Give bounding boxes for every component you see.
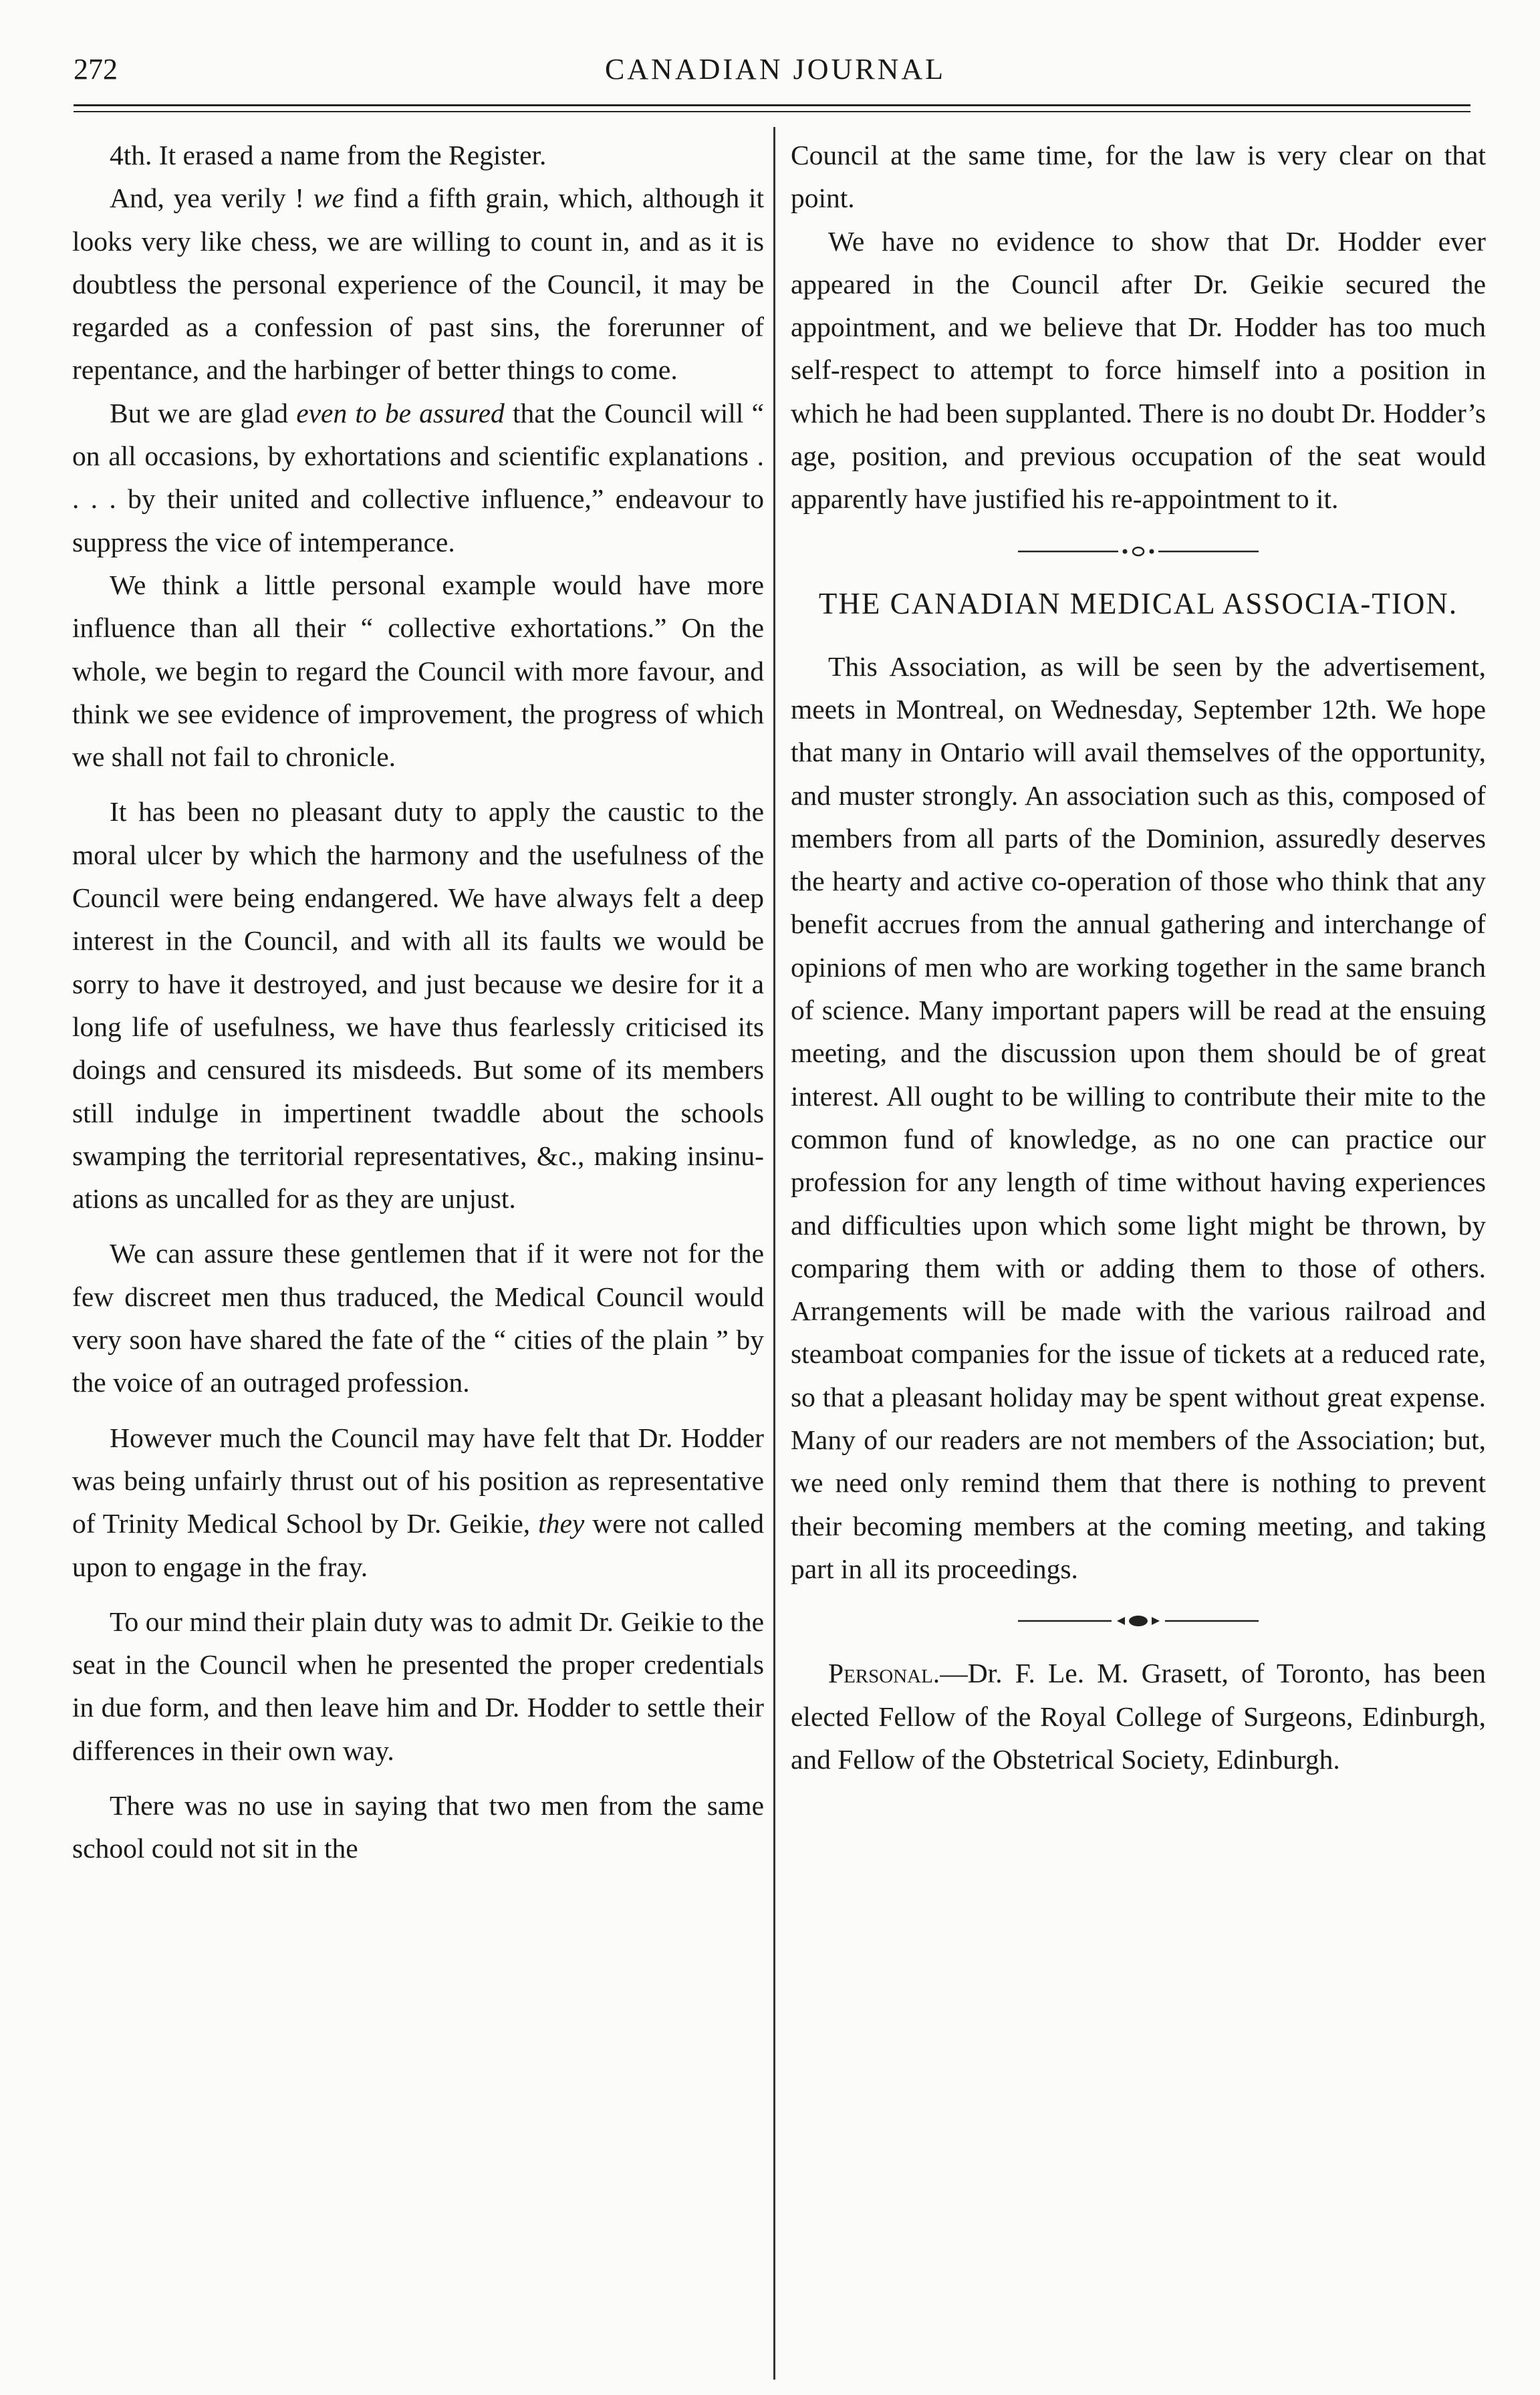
- personal-text: —Dr. F. Le. M. Grasett, of Toronto, has been elected Fellow of the Royal College of Surgeons, Edinburgh, and Fellow of the Obstetrical Society, Edinburgh.: [791, 1658, 1486, 1775]
- paragraph: This Association, as will be seen by the advertisement, meets in Montreal, on Wednesday, September 12th. We hope that many in Ontario will avail themselves of the opportunity, and muster strongly. An association such as this, composed of members from all parts of the Dominion, assuredly deserves the hearty and active co-operation of those who think that any benefit accrues from the annual gathering and interchange of opinions of men who are working together in the same branch of science. Many important papers will be read at the ensuing meeting, and the discussion upon them should be of great interest. All ought to be willing to contribute their mite to the common fund of knowledge, as no one can practice our profession for any length of time without having experiences and difficulties upon which some light might be thrown, by comparing them with or adding them to those of others. Arrangements will be made with the various railroad and steamboat companies for the issue of tickets at a reduced rate, so that a pleasant holiday may be spent without great expense. Many of our readers are not members of the Association; but, we need only remind them that there is nothing to prevent their becoming members at the coming meeting, and taking part in all its proceedings.: [791, 650, 1486, 1584]
- paragraph-text: 4th. It erased a name from the Register.: [110, 140, 547, 170]
- right-column: [791, 134, 1486, 1781]
- paragraph: [72, 392, 764, 563]
- header-rule: [74, 104, 1470, 106]
- personal-paragraph: [791, 1652, 1486, 1781]
- paragraph-text: There was no use in saying that two men from the same school could not sit in the: [72, 1789, 764, 1864]
- paragraph-text: It has been no pleasant duty to apply the caustic to the moral ulcer by which the harmony and the usefulness of the Council were being endangered. We have always felt a deep interest in the Council, and with all its faults we would be sorry to have it destroyed, and just because we desire for it a long life of usefulness, we have thus fearlessly criticised its doings and censured its misdeeds. But some of its members still indulge in impertinent twaddle about the schools swamping the territorial representatives, &c., making insinuations as uncalled for as they are unjust.: [72, 796, 764, 1215]
- paragraph: [72, 134, 764, 176]
- paragraph: [72, 563, 764, 778]
- ornament-divider-2: [1018, 1613, 1259, 1629]
- paragraph: Council at the same time, for the law is very clear on that point.: [791, 140, 1486, 214]
- paragraph-text: were not called upon to engage in the fray.: [72, 1508, 764, 1582]
- header-rule-double: [74, 111, 1470, 112]
- left-column: [72, 134, 764, 1870]
- paragraph-text: And, yea verily !: [110, 182, 313, 214]
- paragraph: [72, 1600, 764, 1772]
- paragraph-text: find a fifth grain, which, although it looks very like chess, we are willing to count in, and as it is doubtless the personal experience of the Council, it may be regarded as a confession of past sins, the forerunner of repentance, and the harbinger of better things to come.: [72, 182, 765, 386]
- italic-text: we: [313, 182, 344, 214]
- page-header: [74, 52, 1477, 92]
- ornament-divider-1: [1018, 543, 1259, 559]
- italic-text: they: [538, 1508, 585, 1539]
- paragraph: [72, 1416, 764, 1588]
- paragraph: [72, 790, 764, 1220]
- personal-label: Personal.: [828, 1658, 940, 1689]
- paragraph-text: that the Council will “ on all occasions, by exhortations and scientific explanations . . . . by their united and collective influence,” endeavour to suppress the vice of intemperance.: [72, 397, 764, 557]
- italic-text: even to be assured: [296, 397, 505, 428]
- paragraph-text: We think a little personal example would have more influence than all their “ collective exhortations.” On the whole, we begin to regard the Council with more favour, and think we see evidence of improvement, the progress of which we shall not fail to chronicle.: [72, 569, 764, 773]
- column-divider: [773, 127, 775, 2380]
- paragraph-text: However much the Council may have felt that Dr. Hodder was being unfairly thrust out of his position as representative of Trinity Medical School by Dr. Geikie,: [72, 1422, 764, 1539]
- paragraph-text: To our mind their plain duty was to admit Dr. Geikie to the seat in the Council when he presented the proper credentials in due form, and then leave him and Dr. Hodder to settle their differences in their own way.: [72, 1606, 764, 1766]
- paragraph: [72, 1784, 764, 1870]
- page-number: 272: [74, 53, 118, 86]
- paragraph: We have no evidence to show that Dr. Hodder ever appeared in the Council after Dr. Geikie secured the appointment, and we believe that Dr. Hodder has too much self-respect to attempt to force himself into a position in which he had been supplanted. There is no doubt Dr. Hodder’s age, position, and previous occupation of the seat would apparently have justified his re-appointment to it.: [791, 225, 1486, 515]
- paragraph-text: We can assure these gentlemen that if it were not for the few discreet men thus traduced, the Medical Council would very soon have shared the fate of the “ cities of the plain ” by the voice of an outraged profession.: [72, 1238, 764, 1398]
- paragraph: [72, 176, 764, 391]
- paragraph: [72, 1232, 764, 1404]
- section-heading: THE CANADIAN MEDICAL ASSOCIA-TION.: [818, 586, 1458, 620]
- paragraph-text: But we are glad: [110, 397, 297, 428]
- running-title: CANADIAN JOURNAL: [604, 53, 946, 86]
